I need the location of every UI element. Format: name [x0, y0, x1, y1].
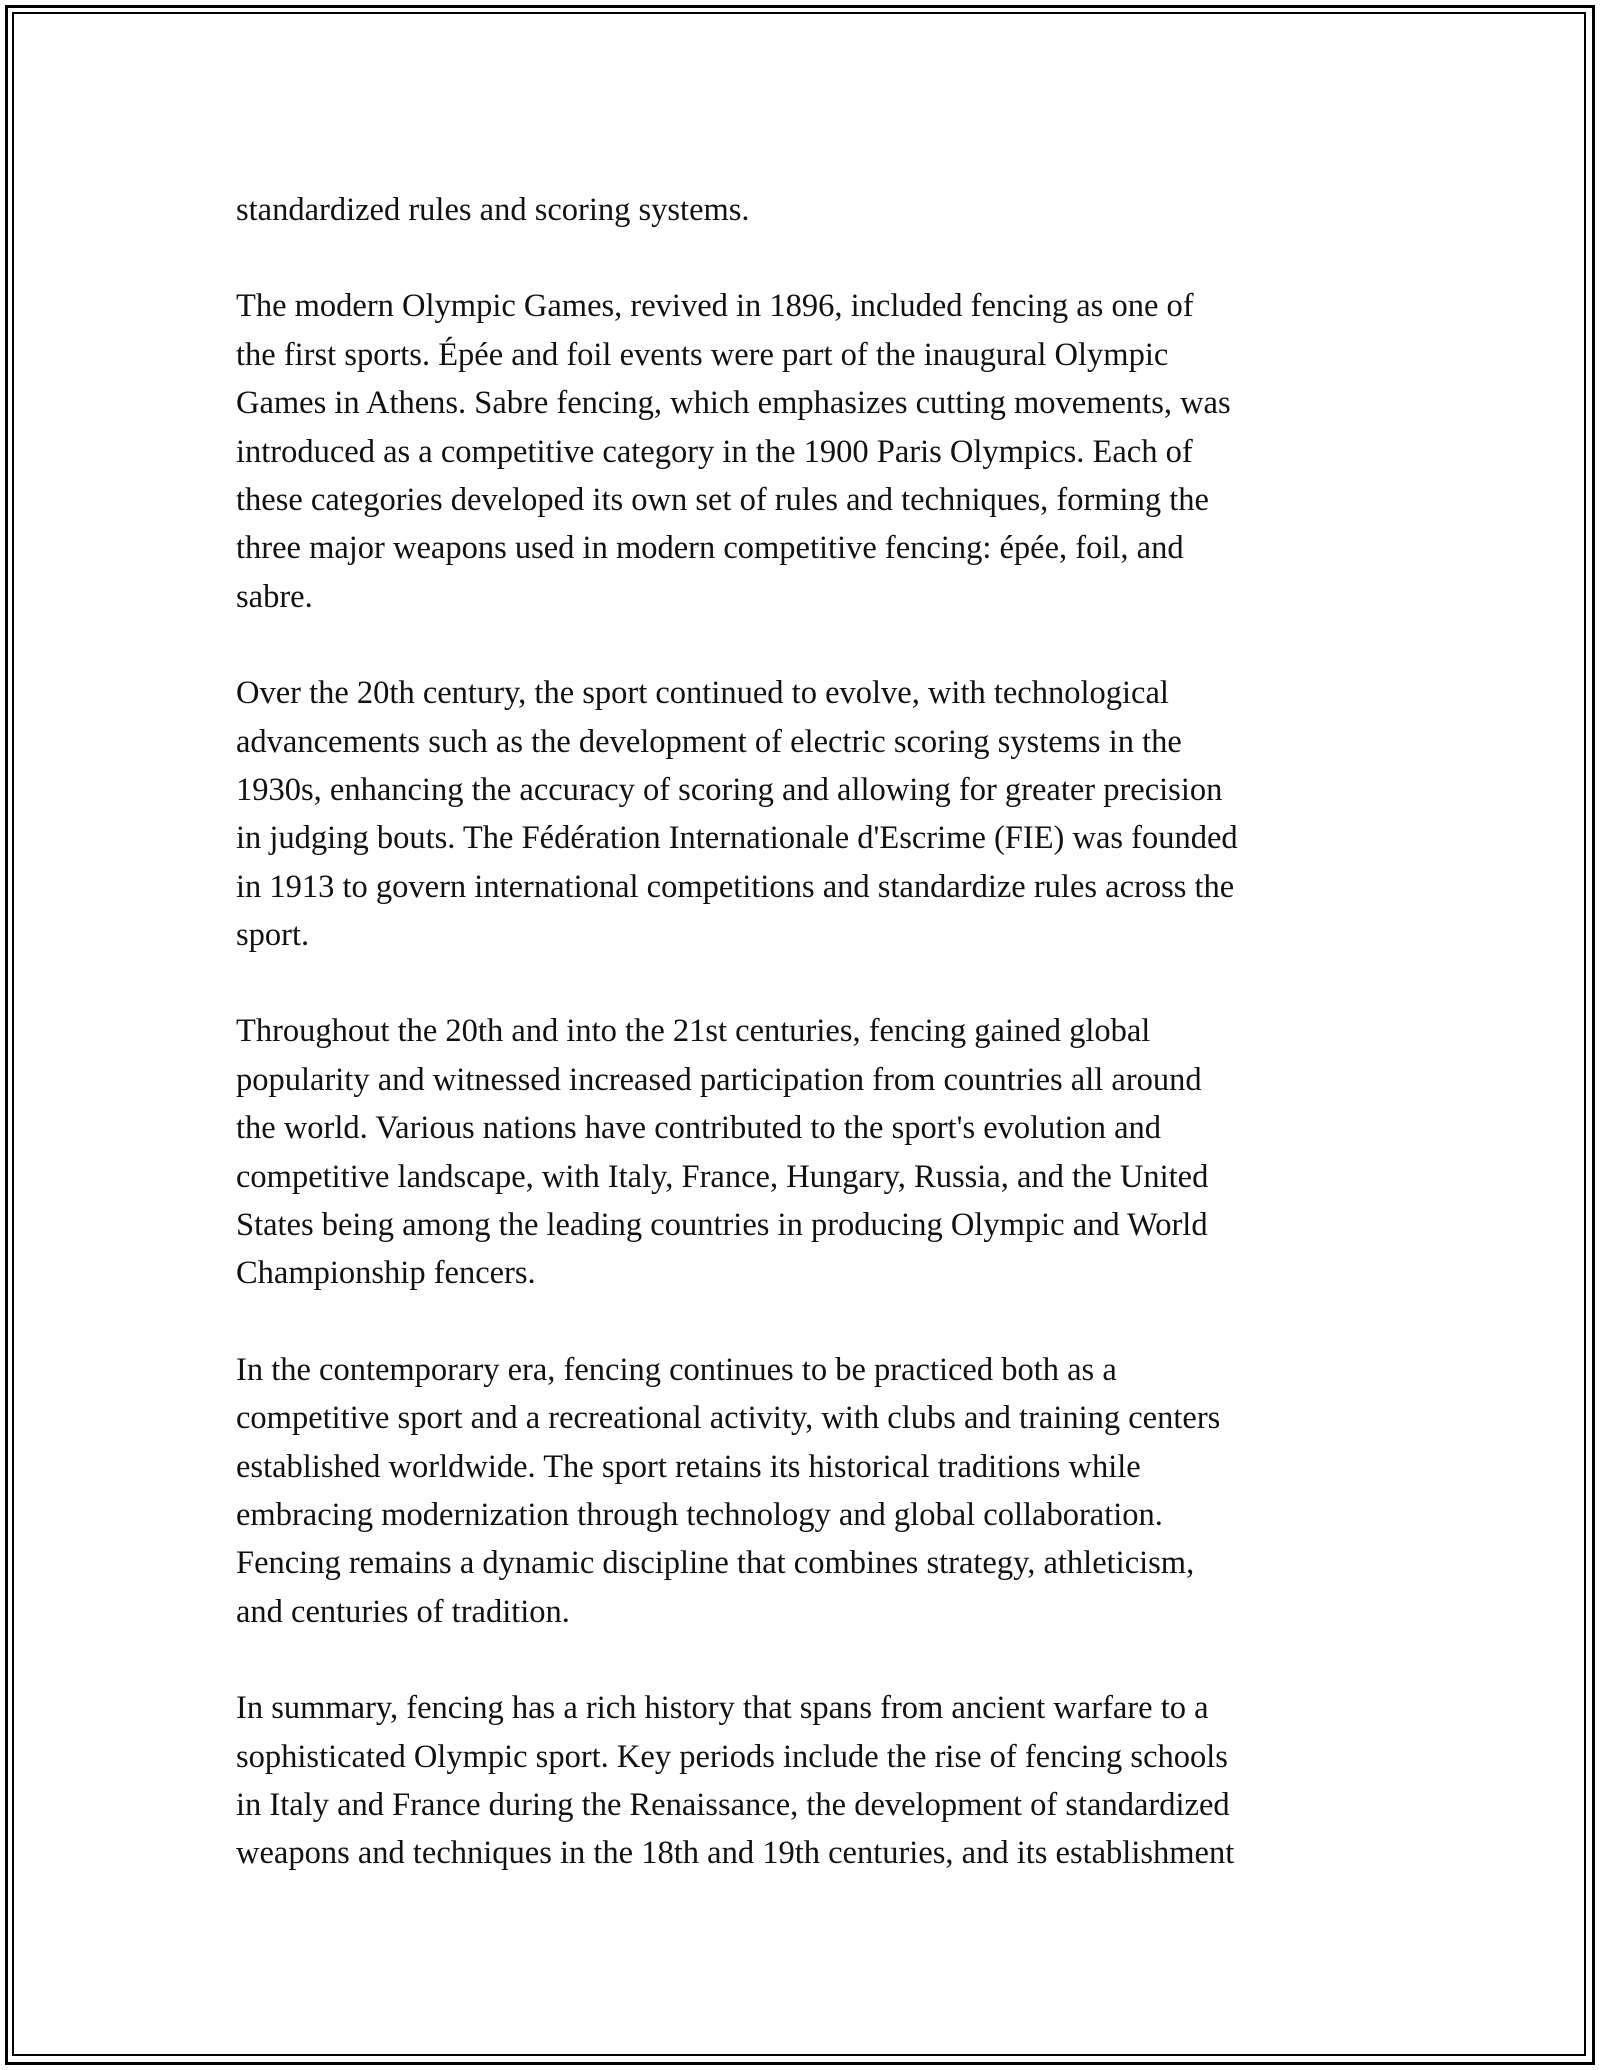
text-line: 1930s, enhancing the accuracy of scoring and allowing for greater precision [236, 771, 1223, 808]
text-line: sophisticated Olympic sport. Key periods include the rise of fencing schools [236, 1738, 1228, 1775]
paragraph-3 [236, 669, 1386, 959]
text-line: competitive landscape, with Italy, France, Hungary, Russia, and the United [236, 1158, 1209, 1195]
text-line: and centuries of tradition. [236, 1593, 570, 1630]
text-line: embracing modernization through technology and global collaboration. [236, 1496, 1163, 1533]
text-line: In the contemporary era, fencing continues to be practiced both as a [236, 1351, 1117, 1388]
paragraph-4 [236, 1007, 1386, 1297]
text-line: advancements such as the development of electric scoring systems in the [236, 723, 1182, 760]
paragraph-1 [236, 186, 1386, 234]
text-line: in Italy and France during the Renaissance, the development of standardized [236, 1786, 1230, 1823]
text-line: The modern Olympic Games, revived in 1896, included fencing as one of [236, 288, 1194, 325]
text-line: Championship fencers. [236, 1255, 536, 1292]
paragraph-2 [236, 282, 1386, 621]
text-line: three major weapons used in modern competitive fencing: épée, foil, and [236, 530, 1184, 567]
document-body [236, 186, 1386, 1926]
text-line: in 1913 to govern international competitions and standardize rules across the [236, 868, 1235, 905]
text-line: the first sports. Épée and foil events were part of the inaugural Olympic [236, 336, 1169, 373]
text-line: States being among the leading countries in producing Olympic and World [236, 1207, 1208, 1244]
text-line: established worldwide. The sport retains its historical traditions while [236, 1448, 1141, 1485]
text-line: these categories developed its own set of rules and techniques, forming the [236, 481, 1209, 518]
paragraph-5 [236, 1346, 1386, 1636]
text-line: In summary, fencing has a rich history that spans from ancient warfare to a [236, 1690, 1209, 1727]
text-line: Over the 20th century, the sport continued to evolve, with technological [236, 675, 1169, 712]
text-line: in judging bouts. The Fédération Internationale d'Escrime (FIE) was founded [236, 820, 1238, 857]
text-line: the world. Various nations have contributed to the sport's evolution and [236, 1110, 1162, 1147]
text-line: weapons and techniques in the 18th and 19th centuries, and its establishment [236, 1835, 1235, 1872]
text-line: Throughout the 20th and into the 21st centuries, fencing gained global [236, 1013, 1151, 1050]
text-line: standardized rules and scoring systems. [236, 192, 750, 228]
text-line: sport. [236, 917, 310, 954]
text-line: sabre. [236, 578, 313, 615]
paragraph-6 [236, 1684, 1386, 1878]
text-line: popularity and witnessed increased participation from countries all around [236, 1061, 1202, 1098]
text-line: introduced as a competitive category in the 1900 Paris Olympics. Each of [236, 433, 1193, 470]
text-line: competitive sport and a recreational activity, with clubs and training centers [236, 1400, 1221, 1437]
text-line: Games in Athens. Sabre fencing, which emphasizes cutting movements, was [236, 385, 1231, 422]
text-line: Fencing remains a dynamic discipline that combines strategy, athleticism, [236, 1545, 1195, 1582]
